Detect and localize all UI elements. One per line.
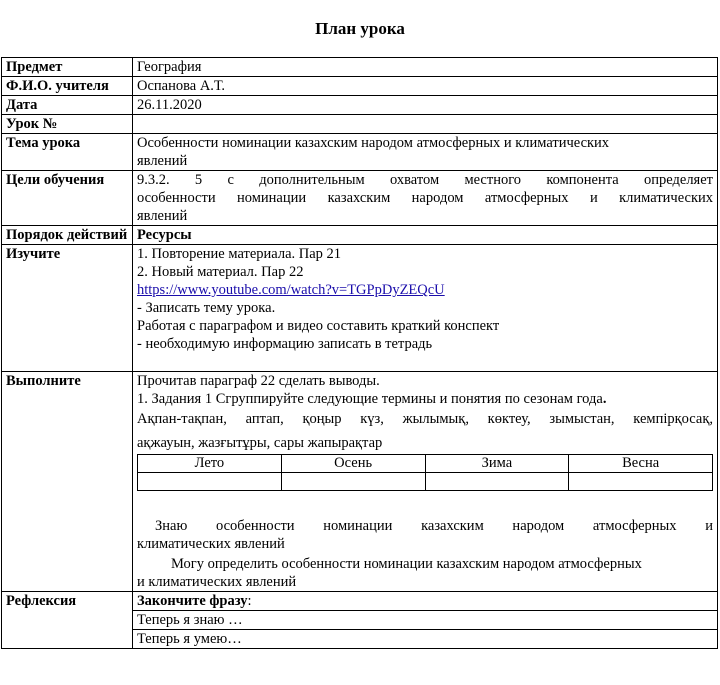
row-value [133, 115, 718, 134]
goal-line: 9.3.2. 5 с дополнительным охватом местного компонента определяет [137, 172, 713, 188]
season-header: Осень [281, 455, 425, 473]
row-value [133, 171, 718, 226]
reflection-heading: Закончите фразу [137, 593, 248, 609]
task-line: 1. Задания 1 Сгруппируйте следующие термины и понятия по сезонам года. [137, 391, 607, 407]
topic-line: явлений [137, 153, 188, 169]
row-label: Цели обучения [2, 171, 133, 226]
page-title: План урока [315, 19, 405, 38]
outcome-line: климатических явлений [137, 536, 285, 552]
video-link[interactable]: https://www.youtube.com/watch?v=TGPpDyZEQcU [137, 282, 445, 298]
season-cell[interactable] [569, 473, 713, 491]
goal-line: особенности номинации казахским народом атмосферных и климатических [137, 190, 713, 206]
row-value: Ресурсы [133, 226, 718, 245]
season-header: Зима [425, 455, 569, 473]
table-row [2, 134, 718, 171]
goal-line: явлений [137, 208, 188, 224]
study-line: - необходимую информацию записать в тетрадь [137, 336, 433, 352]
row-value [133, 134, 718, 171]
outcome-line: Знаю особенности номинации казахским народом атмосферных и [155, 518, 713, 534]
study-line: Работая с параграфом и видео составить краткий конспект [137, 318, 500, 334]
row-label: Порядок действий [2, 226, 133, 245]
terms-line: ақжауын, жазғытұры, сары жапырақтар [137, 435, 383, 451]
table-row [2, 58, 718, 77]
study-line: 1. Повторение материала. Пар 21 [137, 246, 342, 262]
row-value: 26.11.2020 [133, 96, 718, 115]
row-label: Выполните [2, 372, 133, 592]
row-value: География [133, 58, 718, 77]
season-header: Весна [569, 455, 713, 473]
seasons-table [137, 454, 713, 491]
study-line: 2. Новый материал. Пар 22 [137, 264, 304, 280]
row-value: Закончите фразу: Теперь я знаю … Теперь я умею… [133, 592, 718, 649]
reflection-line: Теперь я знаю … [133, 611, 717, 630]
seasons-header-row [138, 455, 713, 473]
row-label: Тема урока [2, 134, 133, 171]
row-value [133, 245, 718, 372]
season-header: Лето [138, 455, 282, 473]
task-line: Прочитав параграф 22 сделать выводы. [137, 373, 380, 389]
reflection-line: Теперь я умею… [137, 631, 242, 647]
table-row [2, 96, 718, 115]
table-row [2, 171, 718, 226]
lesson-plan-table [1, 57, 718, 649]
row-label: Предмет [2, 58, 133, 77]
table-row [2, 115, 718, 134]
table-row [2, 77, 718, 96]
season-cell[interactable] [138, 473, 282, 491]
topic-line: Особенности номинации казахским народом атмосферных и климатических [137, 135, 610, 151]
row-value [133, 372, 718, 592]
outcome-line: и климатических явлений [137, 574, 297, 590]
season-cell[interactable] [425, 473, 569, 491]
table-row [2, 226, 718, 245]
row-label: Рефлексия [2, 592, 133, 649]
study-line: - Записать тему урока. [137, 300, 276, 316]
terms-line: Ақпан-тақпан, аптап, қоңыр күз, жылымық, көктеу, зымыстан, кемпірқосақ, [137, 411, 713, 427]
row-label: Ф.И.О. учителя [2, 77, 133, 96]
row-label: Дата [2, 96, 133, 115]
row-label: Урок № [2, 115, 133, 134]
table-row [2, 245, 718, 372]
seasons-empty-row [138, 473, 713, 491]
table-row [2, 592, 718, 649]
outcome-line: Могу определить особенности номинации казахским народом атмосферных [171, 556, 642, 572]
table-row [2, 372, 718, 592]
row-value: Оспанова А.Т. [133, 77, 718, 96]
row-label: Изучите [2, 245, 133, 372]
season-cell[interactable] [281, 473, 425, 491]
